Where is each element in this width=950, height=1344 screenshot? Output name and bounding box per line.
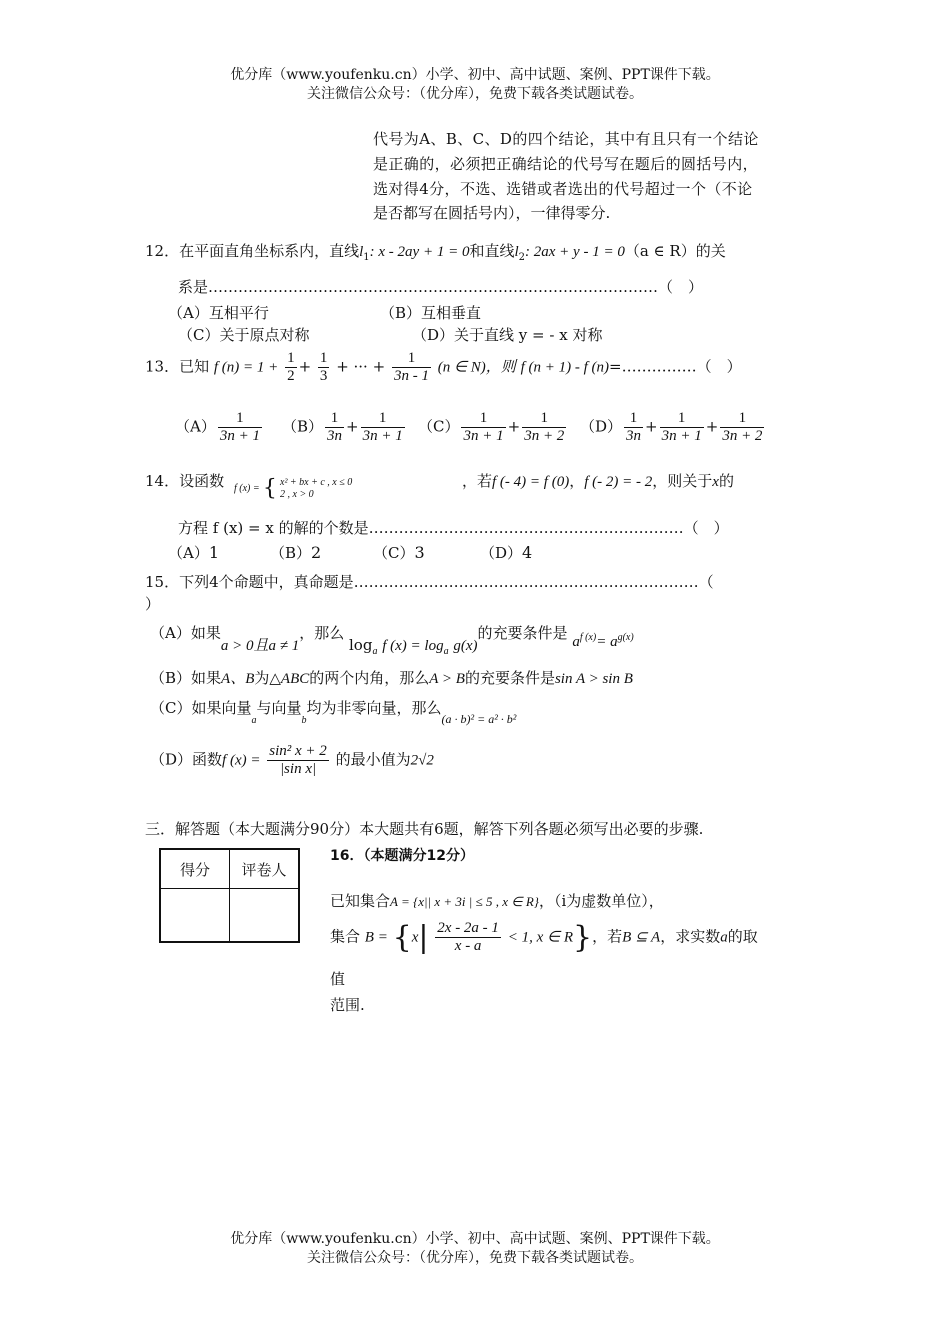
q12-option-a: （A）互相平行 [168,304,269,322]
q12-intro: 12．在平面直角坐标系内，直线 [145,242,360,260]
q16-line-4: 范围. [330,996,365,1014]
instructions-line-3: 选对得4分，不选、选错或者选出的代号超过一个（不论 [373,180,753,198]
q14-intro: 14．设函数 [145,472,225,490]
score-col-header: 得分 [160,849,230,889]
q14-line-2: 方程 f (x) = x 的解的个数是………………………………………………………（ ） [178,519,729,537]
q12-option-d: （D）关于直线 y = - x 对称 [412,326,603,344]
grader-col-header: 评卷人 [230,849,300,889]
footer-line-2: 关注微信公众号：（优分库），免费下载各类试题试卷。 [307,1250,643,1266]
q14-option-c: （C）3 [373,543,425,562]
q14-option-b: （B）2 [270,543,322,562]
q12-sub2: 2 [518,252,526,263]
q13-option-a: （A） $\frac{1}{3n + 1}$ [175,410,260,444]
q13-frac-1: $\frac{1}{2}$ [287,350,295,384]
q12-l1: l [359,244,364,260]
q13-line-1: 13．已知 f (n) = 1 + $\frac{1}{2}$ + $\frac{1}{3}$ + ··· + $\frac{1}{3n - 1}$ (n ∈ N)，则 f (n + 1) - f (n)=……………（ ） [145,350,742,384]
q12-line-1 [145,240,726,263]
q12-eq1: : x - 2ay + 1 = 0 [369,244,470,260]
q15-option-b: （B）如果A、B为△ABC的两个内角，那么A > B的充要条件是sin A > sin B [150,669,633,687]
q13-cond: (n ∈ N)，则 [437,359,516,376]
q12-l2: l [514,244,519,260]
q13-dots: + ··· + [336,357,386,376]
q16-line-2: 集合 B = {x| $\frac{2x - 2a - 1}{x - a}$ < 1, x ∈ R}，若B ⊆ A，求实数a的取 [330,920,758,955]
q14-option-d: （D）4 [480,543,533,562]
q13-option-d: （D） $\frac{1}{3n}$ + $\frac{1}{3n + 1}$ + $\frac{1}{3n + 2}$ [580,410,763,444]
section-3-title: 三．解答题（本大题满分90分）本大题共有6题，解答下列各题必须写出必要的步骤. [145,820,704,838]
q14-option-a: （A）1 [168,543,220,562]
q13-intro: 13．已知 [145,357,210,376]
q12-cond: （a ∈ R）的关 [624,242,726,260]
q14-line-1-tail: ，若f (- 4) = f (0)，f (- 2) = - 2，则关于x的 [462,472,734,490]
instructions-line-2: 是正确的，必须把正确结论的代号写在题后的圆括号内， [373,155,759,173]
q12-and: 和直线 [469,242,515,260]
q12-option-c: （C）关于原点对称 [178,326,310,344]
score-cell[interactable] [160,889,230,943]
score-table [159,848,300,943]
instructions-line-4: 是否都写在圆括号内），一律得零分. [373,204,611,222]
q12-line-2: 系是………………………………………………………………………………（ ） [178,278,704,296]
q12-sub1: 1 [363,252,370,263]
q14-piecewise: f (x) = { x² + bx + c , x ≤ 0 2 , x > 0 [234,476,353,501]
header-line-2: 关注微信公众号：（优分库），免费下载各类试题试卷。 [307,86,643,102]
q16-line-3: 值 [330,970,346,988]
footer-line-1: 优分库（www.youfenku.cn）小学、初中、高中试题、案例、PPT课件下载。 [230,1231,720,1247]
q13-fn: f (n) = 1 + [213,359,279,376]
q15-paren: ） [145,595,161,613]
header-line-1: 优分库（www.youfenku.cn）小学、初中、高中试题、案例、PPT课件下载。 [230,67,720,83]
q13-diff: f (n + 1) - f (n) [520,359,610,376]
q15-option-c: （C）如果向量$_a$与向量$_b$均为非零向量，那么$_{(a \cdot b)^2 = a^2 \cdot b^2}$ [150,699,517,726]
q13-option-c: （C） $\frac{1}{3n + 1}$ + $\frac{1}{3n + 2}$ [418,410,565,444]
grader-cell[interactable] [230,889,300,943]
q13-option-b: （B） $\frac{1}{3n}$ + $\frac{1}{3n + 1}$ [282,410,403,444]
q12-option-b: （B）互相垂直 [380,304,482,322]
q13-frac-3: $\frac{1}{3n - 1}$ [393,350,429,384]
q13-frac-2: $\frac{1}{3}$ [319,350,328,384]
q13-tail: =……………（ ） [609,357,742,376]
q16-title: 16．（本题满分12分） [330,848,474,864]
instructions-line-1: 代号为A、B、C、D的四个结论，其中有且只有一个结论 [373,130,759,148]
q16-line-1: 已知集合A = {x|| x + 3i | ≤ 5 , x ∈ R}，（i为虚数单位）， [330,892,664,910]
q15-option-a: （A）如果a > 0且a ≠ 1，那么 $\log_a f$ $(x) = \log_a g(x)$的充要条件是 $a^{f (x)}= a^{g(x)}$ [150,624,634,657]
q12-eq2: : 2ax + y - 1 = 0 [525,244,625,260]
q15-line-1: 15．下列4个命题中，真命题是……………………………………………………………（ [145,573,714,591]
q15-option-d: （D）函数f (x) = $\frac{\text{sin² x + 2}}{\text{|sin x|}}$ 的最小值为2√2 [150,743,434,777]
